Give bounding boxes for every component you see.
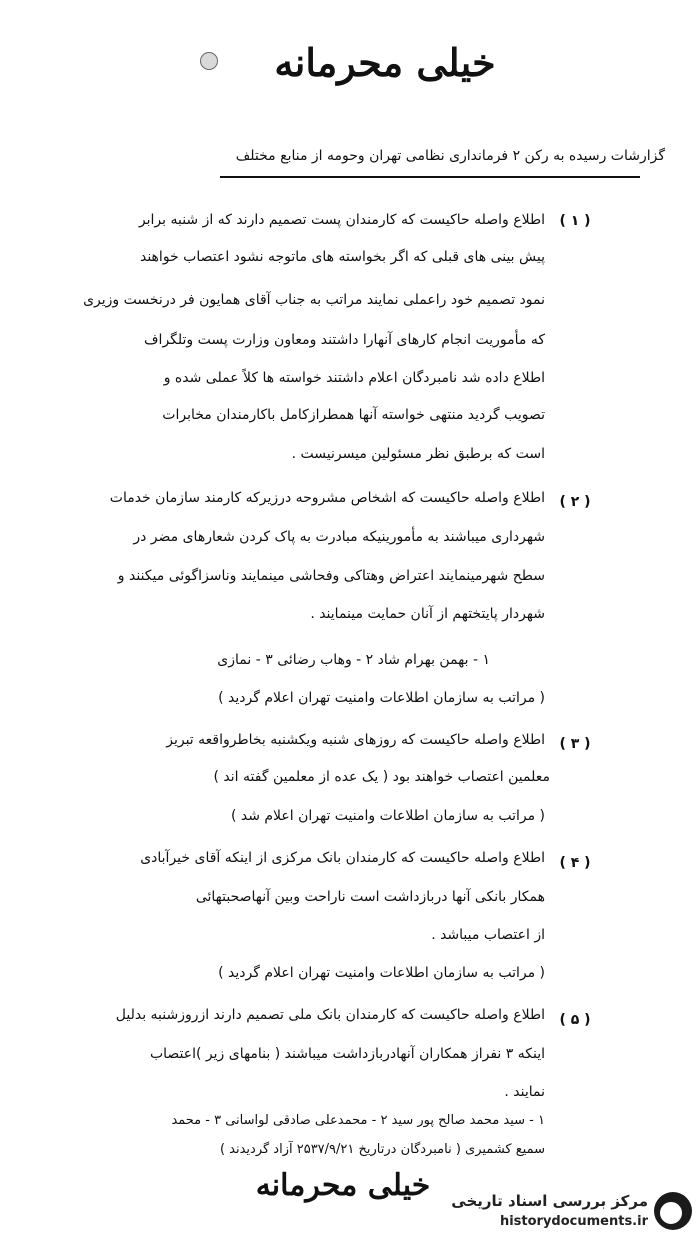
item-1-line-5: اطلاع داده شد نامبردگان اعلام داشتند خواسته ها کلاً عملی شده و	[163, 370, 545, 386]
item-5-line-2: اینکه ۳ نفراز همکاران آنهادربازداشت میباشند ( بنامهای زیر )اعتصاب	[149, 1046, 545, 1062]
item-3-line-1: اطلاع واصله حاکیست که روزهای شنبه ویکشنبه بخاطرواقعه تبریز	[166, 732, 545, 748]
item-number-5: ( ۵ )	[559, 1012, 591, 1028]
classification-stamp-top: خیلی محرمانه	[274, 40, 496, 85]
item-2-line-3: سطح شهرمینمایند اعتراض وهتاکی وفحاشی مینمایند وناسزاگوئی میکنند و	[117, 568, 545, 584]
watermark-logo	[418, 1190, 698, 1238]
item-1-line-3: نمود تصمیم خود راعملی نمایند مراتب به جناب آقای همایون فر درنخست وزیری	[83, 292, 545, 308]
item-5-line-3: نمایند .	[504, 1084, 545, 1100]
item-number-2: ( ۲ )	[559, 494, 591, 510]
heading-underline	[220, 176, 640, 178]
watermark-url: historydocuments.ir	[499, 1214, 648, 1229]
item-4-line-2: همکار بانکی آنها دربازداشت است ناراحت وبین آنهاصحبتهائی	[195, 889, 545, 905]
item-1-line-4: که مأموریت انجام کارهای آنهارا داشتند ومعاون وزارت پست وتلگراف	[144, 332, 545, 348]
item-2-line-4: شهردار پایتختهم از آنان حمایت مینمایند .	[310, 606, 545, 622]
item-5-line-1: اطلاع واصله حاکیست که کارمندان بانک ملی تصمیم دارند ازروزشنبه بدلیل	[115, 1007, 545, 1023]
item-4-line-1: اطلاع واصله حاکیست که کارمندان بانک مرکزی از اینکه آقای خیرآبادی	[140, 850, 545, 866]
watermark-title: مرکز بررسی اسناد تاریخی	[451, 1192, 648, 1210]
item-1-line-7: است که برطبق نظر مسئولین میسرنیست .	[291, 446, 545, 462]
item-1-line-6: تصویب گردید منتهی خواسته آنها همطرازکامل باکارمندان مخابرات	[162, 407, 545, 423]
item-1-line-1: اطلاع واصله حاکیست که کارمندان پست تصمیم دارند که از شنبه برابر	[138, 212, 545, 228]
item-2-line-2: شهرداری میباشند به مأمورینیکه مبادرت به پاک کردن شعارهای مضر در	[133, 529, 545, 545]
item-2-note: ( مراتب به سازمان اطلاعات وامنیت تهران اعلام گردید )	[218, 690, 545, 706]
item-5-list-line-1: ۱ - سید محمد صالح پور سید ۲ - محمدعلی صادقی لواسانی ۳ - محمد	[171, 1113, 545, 1128]
item-number-4: ( ۴ )	[559, 855, 591, 871]
item-3-note: ( مراتب به سازمان اطلاعات وامنیت تهران اعلام شد )	[230, 808, 545, 824]
item-2-line-1: اطلاع واصله حاکیست که اشخاص مشروحه درزیرکه کارمند سازمان خدمات	[109, 490, 545, 506]
item-1-line-2: پیش بینی های قبلی که اگر بخواسته های ماتوجه نشود اعتصاب خواهند	[139, 249, 545, 265]
item-2-list: ۱ - بهمن بهرام شاد ۲ - وهاب رضائی ۳ - نمازی	[217, 652, 490, 668]
item-4-note: ( مراتب به سازمان اطلاعات وامنیت تهران اعلام گردید )	[218, 965, 545, 981]
item-4-line-3: از اعتصاب میباشد .	[431, 927, 545, 943]
item-number-3: ( ۳ )	[559, 736, 591, 752]
circle-mark-icon	[200, 52, 218, 70]
item-number-1: ( ۱ )	[559, 213, 591, 229]
item-3-line-2: معلمین اعتصاب خواهند بود ( یک عده از معلمین گفته اند )	[213, 769, 550, 785]
classification-stamp-bottom: خیلی محرمانه	[255, 1168, 431, 1203]
archive-logo-inner-icon	[658, 1200, 684, 1226]
document-heading: گزارشات رسیده به رکن ۲ فرمانداری نظامی تهران وحومه از منابع مختلف	[235, 148, 665, 164]
item-5-list-line-2: سمیع کشمیری ( نامبردگان درتاریخ ۲۵۳۷/۹/۲۱ آزاد گردیدند )	[219, 1142, 545, 1157]
